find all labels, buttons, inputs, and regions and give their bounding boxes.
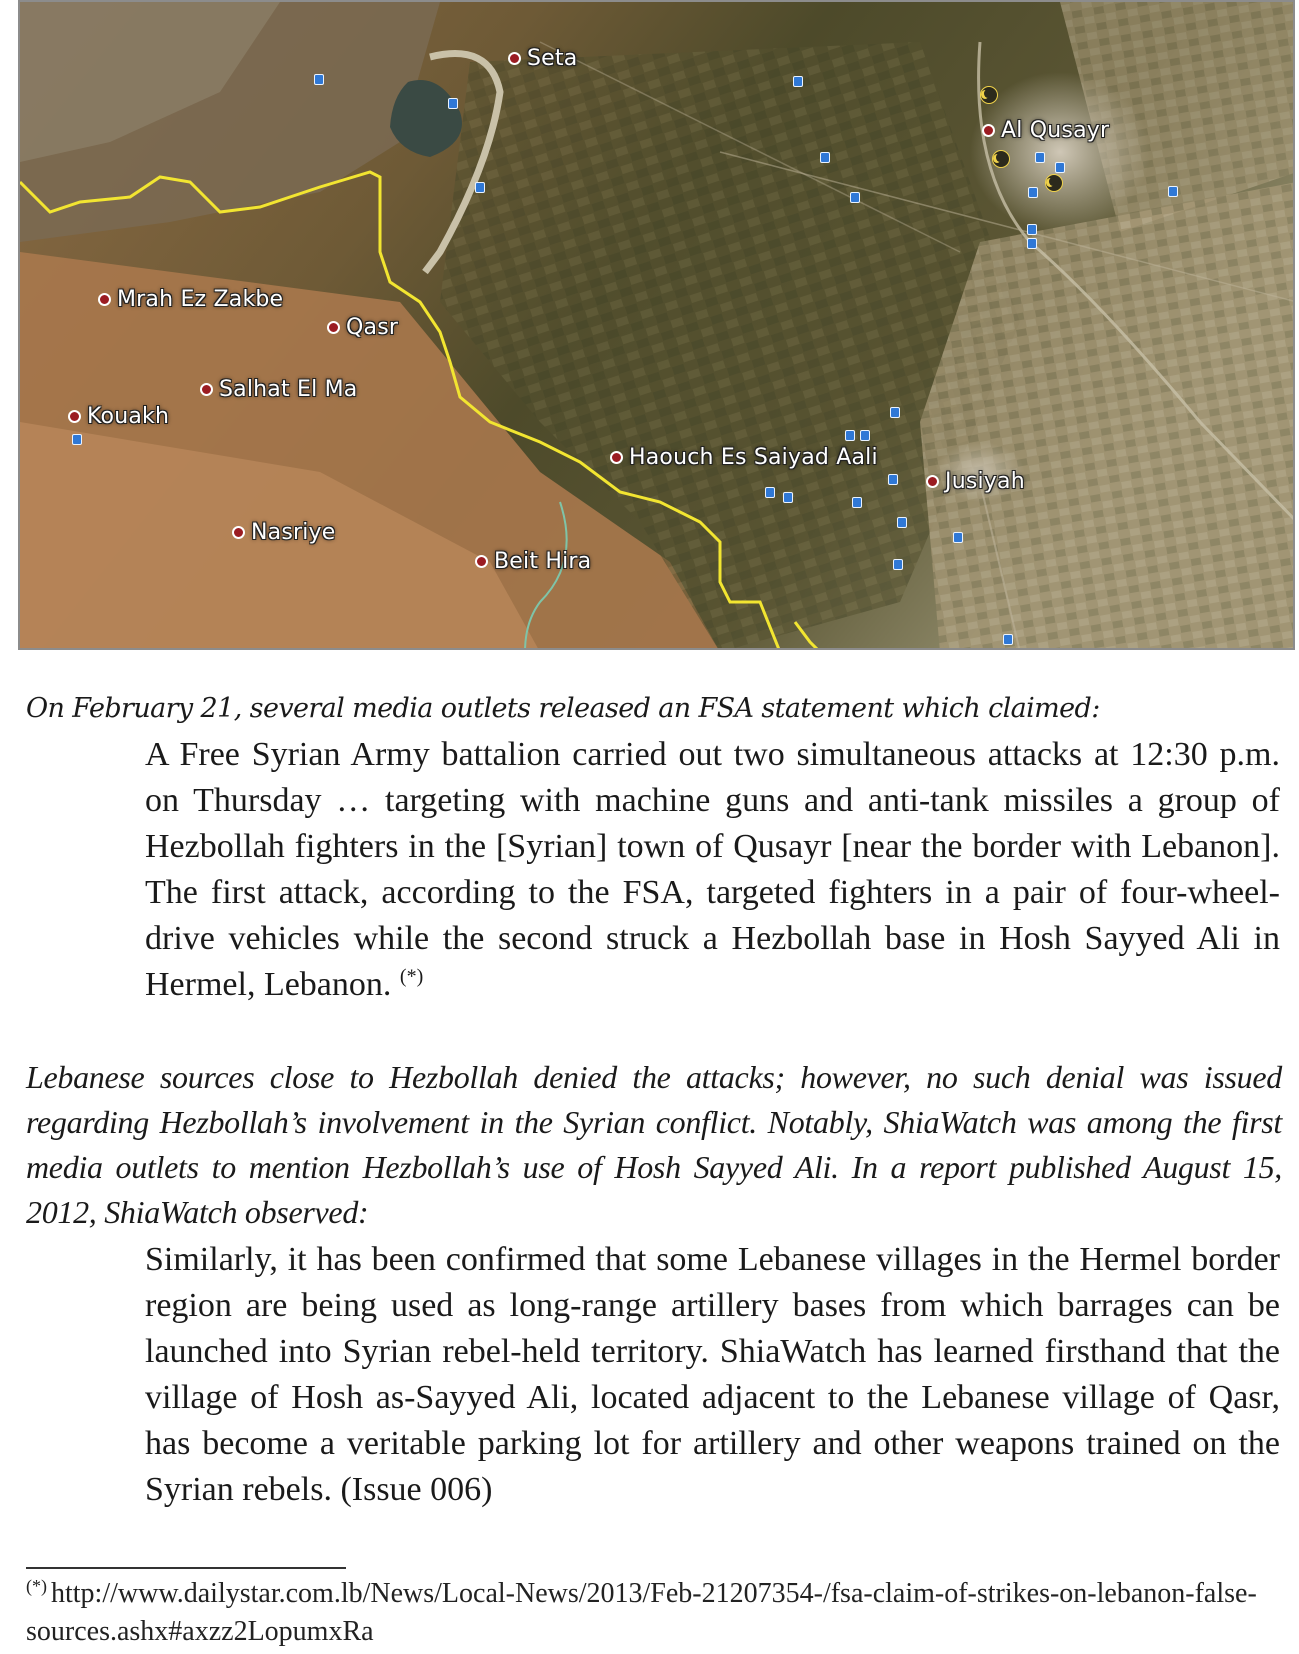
mosque-icon [1045, 174, 1063, 192]
place-marker-haouch-es-saiyad-aali [610, 445, 878, 470]
place-label: Nasriye [251, 520, 336, 545]
footnote-reference: (*) [399, 965, 424, 988]
poi-marker [475, 182, 485, 193]
poi-marker [888, 474, 898, 485]
place-dot [508, 52, 521, 65]
place-dot [982, 124, 995, 137]
place-label: Mrah Ez Zakbe [117, 287, 284, 312]
poi-marker [1028, 187, 1038, 198]
place-marker-beit-hira [475, 549, 591, 574]
place-dot [926, 475, 939, 488]
body-paragraph-denial: Lebanese sources close to Hezbollah denied the attacks; however, no such denial was issued regarding Hezbollah’s involvement in the Syrian conflict. Notably, ShiaWatch was among the first media outlets to mention Hezbollah’s use of Hosh Sayyed Ali. In a report published August 15, 2012, ShiaWatch observed: [26, 1059, 1282, 1230]
mosque-icon [992, 150, 1010, 168]
poi-marker [72, 434, 82, 445]
place-label: Al Qusayr [1001, 118, 1110, 143]
place-dot [475, 555, 488, 568]
poi-marker [1035, 152, 1045, 163]
place-dot [68, 410, 81, 423]
poi-marker [1168, 186, 1178, 197]
place-marker-al-qusayr [982, 118, 1109, 143]
poi-marker [765, 487, 775, 498]
place-dot [610, 451, 623, 464]
block-quote-fsa-statement [145, 732, 1280, 1008]
poi-marker [314, 74, 324, 85]
place-dot [98, 293, 111, 306]
poi-marker [852, 497, 862, 508]
place-label: Qasr [346, 315, 399, 340]
place-marker-kouakh [68, 404, 169, 429]
place-label: Seta [527, 46, 578, 71]
poi-marker [1027, 238, 1037, 249]
poi-marker [1055, 162, 1065, 173]
place-label: Haouch Es Saiyad Aali [629, 445, 878, 470]
place-marker-seta [508, 46, 577, 71]
place-label: Beit Hira [494, 549, 592, 574]
poi-marker [850, 192, 860, 203]
poi-marker [953, 532, 963, 543]
quote-shiawatch-text: Similarly, it has been confirmed that some Lebanese villages in the Hermel border region are being used as long-range artillery bases from which barrages can be launched into Syrian rebel-held territory. ShiaWatch has learned firsthand that the village of Hosh as-Sayyed Ali, located adjacent to the Lebanese village of Qasr, has become a veritable parking lot for artillery and other weapons trained on the Syrian rebels. (Issue 006) [145, 1241, 1280, 1508]
map-terrain [20, 2, 1295, 650]
poi-marker [448, 98, 458, 109]
place-label: Jusiyah [945, 469, 1025, 494]
place-marker-qasr [327, 315, 398, 340]
block-quote-shiawatch [145, 1237, 1280, 1513]
poi-marker [897, 517, 907, 528]
footnote-mark: (*) [26, 1575, 47, 1596]
place-label: Salhat El Ma [219, 377, 358, 402]
place-dot [232, 526, 245, 539]
place-dot [200, 383, 213, 396]
mosque-icon [980, 86, 998, 104]
poi-marker [860, 430, 870, 441]
place-marker-jusiyah [926, 469, 1025, 494]
intro-paragraph: On February 21, several media outlets released an FSA statement which claimed: [26, 693, 1100, 724]
poi-marker [1003, 634, 1013, 645]
place-label: Kouakh [87, 404, 170, 429]
place-dot [327, 321, 340, 334]
poi-marker [1027, 224, 1037, 235]
poi-marker [890, 407, 900, 418]
footnote-divider [26, 1567, 346, 1569]
poi-marker [893, 559, 903, 570]
poi-marker [783, 492, 793, 503]
satellite-map [18, 0, 1295, 650]
place-marker-mrah-ez-zakbe [98, 287, 283, 312]
quote-fsa-text: A Free Syrian Army battalion carried out two simultaneous attacks at 12:30 p.m. on Thursday … targeting with machine guns and anti-tank missiles a group of Hezbollah fighters in the [Syrian] town of Qusayr [near the border with Lebanon]. The first attack, according to the FSA, targeted fighters in a pair of four-wheel-drive vehicles while the second struck a Hezbollah base in Hosh Sayyed Ali in Hermel, Lebanon. [145, 736, 1280, 1003]
place-marker-salhat-el-ma [200, 377, 357, 402]
poi-marker [820, 152, 830, 163]
poi-marker [845, 430, 855, 441]
place-marker-nasriye [232, 520, 336, 545]
footnote [26, 1575, 1266, 1651]
footnote-url[interactable]: http://www.dailystar.com.lb/News/Local-News/2013/Feb-21207354-/fsa-claim-of-strikes-on-lebanon-false-sources.ashx#axzz2LopumxRa [26, 1578, 1257, 1647]
poi-marker [793, 76, 803, 87]
